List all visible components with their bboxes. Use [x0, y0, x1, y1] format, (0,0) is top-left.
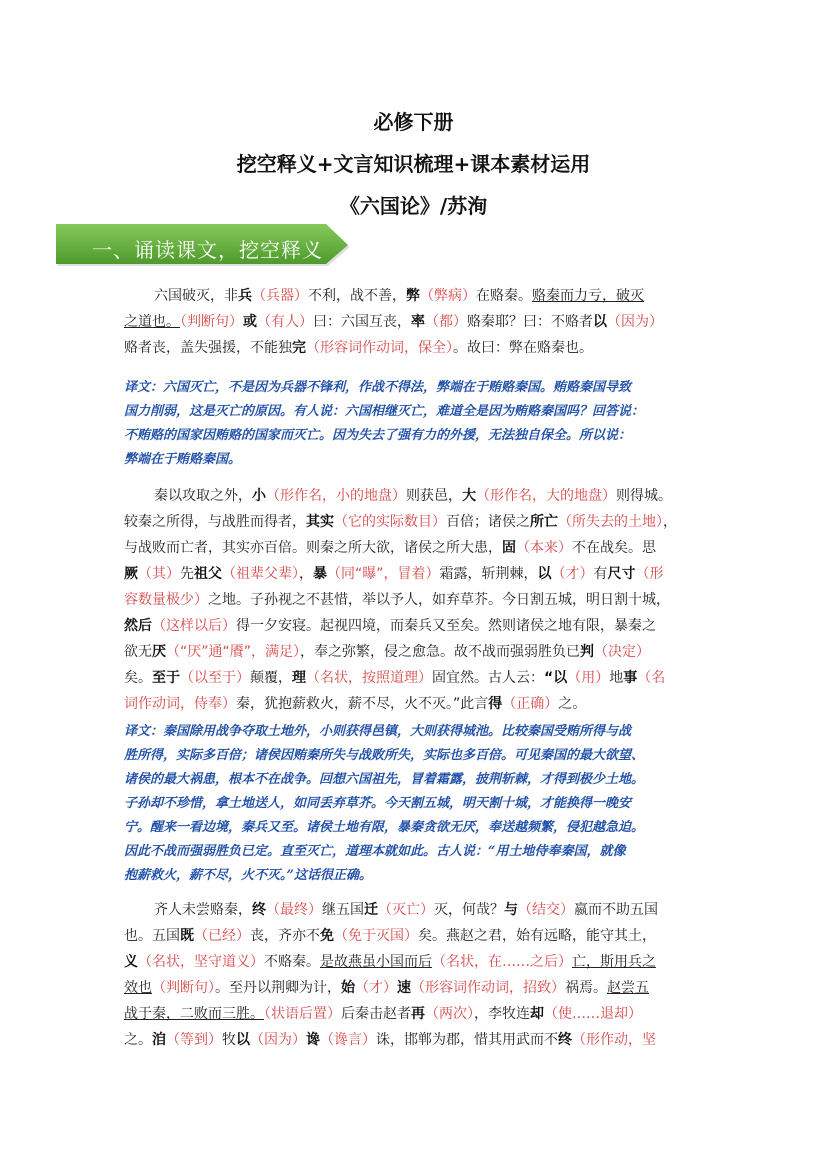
annotation-note: （结交）: [518, 902, 574, 918]
text-line: [124, 338, 593, 358]
annotation-note: （因为）: [607, 314, 663, 330]
text-line: [124, 538, 656, 558]
annotation-note: （才）: [355, 980, 397, 996]
text-segment: 与战败而亡者，其实亦百倍。则秦之所大欲，诸侯之所大患，: [124, 540, 502, 556]
text-segment: 有: [593, 566, 608, 582]
text-line: [124, 564, 664, 584]
key-word: 弊: [406, 288, 420, 304]
key-word: 谗: [306, 1032, 320, 1048]
key-word: 祖父: [194, 566, 222, 582]
key-word: 以: [537, 566, 552, 582]
annotation-note: （形: [635, 566, 664, 582]
text-segment: 矣。燕赵之君，始有远略，能守其土，: [418, 928, 656, 944]
annotation-note: （其）: [138, 566, 180, 582]
book-volume-title: 必修下册: [373, 110, 454, 134]
annotation-note: 词作动词，侍奉）: [124, 696, 236, 712]
annotation-note: （名: [637, 670, 666, 686]
text-segment: 赵尝五: [607, 980, 649, 996]
text-segment: 战于秦，二败而三胜。: [124, 1006, 264, 1022]
key-word: 大: [462, 488, 476, 504]
annotation-note: （有人）: [257, 314, 313, 330]
translation-line: 胜所得，实际多百倍；诸侯因贿秦所失与战败所失，实际也多百倍。可见秦国的最大欲望、: [124, 748, 645, 763]
translation-line: 子孙却不珍惜，拿土地送人，如同丢弃草芥。今天割五城，明天割十城，才能换得一晚安: [124, 796, 632, 811]
translation-line: 宁。醒来一看边境，秦兵又至。诸侯土地有限，暴秦贪欲无厌，奉送越频繁，侵犯越急迫。: [124, 820, 645, 835]
annotation-note: （都）: [425, 314, 467, 330]
annotation-note: （弊病）: [420, 288, 476, 304]
text-segment: 不赂秦。: [264, 954, 320, 970]
text-segment: 牧: [222, 1032, 236, 1048]
text-segment: 之道也。: [124, 314, 180, 330]
key-word: 终: [252, 902, 266, 918]
text-segment: 之。: [558, 696, 587, 712]
key-word: 至于: [152, 670, 180, 686]
text-segment: 继五国: [322, 902, 364, 918]
text-line: [124, 926, 656, 946]
text-line: [124, 590, 670, 610]
text-segment: 先: [180, 566, 194, 582]
text-line: [124, 512, 677, 532]
annotation-note: （祖辈父辈）: [222, 566, 299, 582]
text-segment: 则获邑，: [406, 488, 462, 504]
text-segment: 较秦之所得，与战胜而得者，: [124, 514, 306, 530]
text-segment: 秦以攻取之外，: [154, 488, 252, 504]
annotation-note: （判断句）: [180, 314, 243, 330]
key-word: 固: [502, 540, 516, 556]
translation-line: 因此不战而强弱胜负已定。直至灭亡，道理本就如此。古人说：“用土地侍奉秦国，就像: [124, 844, 626, 859]
key-word: 厌: [152, 644, 166, 660]
key-word: 所亡: [530, 514, 558, 530]
text-line: [154, 286, 644, 306]
annotation-note: （同“曝”，冒着）: [327, 566, 440, 582]
annotation-note: （决定）: [594, 644, 651, 660]
annotation-note: （名状，在……之后）: [432, 954, 572, 970]
annotation-note: （形作名，小的地盘）: [266, 488, 406, 504]
key-word: 以: [236, 1032, 250, 1048]
key-word: 厥: [124, 566, 138, 582]
text-line: [124, 952, 656, 972]
text-segment: 效也: [124, 980, 152, 996]
text-segment: 之地。子孙视之不甚惜，举以予人，如弃草芥。今日割五城，明日割十城，: [208, 592, 670, 608]
annotation-note: （正确）: [502, 696, 559, 712]
text-segment: ，: [663, 514, 677, 530]
key-word: 速: [397, 980, 411, 996]
text-segment: 百倍；诸侯之: [446, 514, 530, 530]
annotation-note: （判断句）: [152, 980, 215, 996]
text-segment: 则得城。: [616, 488, 672, 504]
section-banner: [56, 224, 352, 270]
text-segment: 祸焉。: [565, 980, 607, 996]
annotation-note: （等到）: [166, 1032, 222, 1048]
text-segment: 。至丹以荆卿为计，: [215, 980, 341, 996]
annotation-note: （两次）: [425, 1006, 474, 1022]
text-segment: 霜露，斩荆棘，: [439, 566, 538, 582]
annotation-note: （“厌”通“餍”，满足）: [166, 644, 301, 660]
text-segment: 齐人未尝赂秦，: [154, 902, 252, 918]
annotation-note: （最终）: [266, 902, 322, 918]
key-word: 以: [593, 314, 607, 330]
key-word: 判: [580, 644, 595, 660]
document-subtitle: 挖空释义+文言知识梳理+课本素材运用: [236, 152, 591, 176]
key-word: 得: [488, 696, 503, 712]
key-word: 兵: [238, 288, 252, 304]
key-word: 尺寸: [607, 566, 636, 582]
key-word: 小: [252, 488, 266, 504]
text-segment: 诛，邯郸为郡，惜其用武而不: [376, 1032, 558, 1048]
text-line: [154, 900, 658, 920]
text-segment: ，奉之弥繁，侵之愈急。故不战而强弱胜负已: [300, 644, 581, 660]
key-word: 迁: [364, 902, 378, 918]
annotation-note: （灭亡）: [378, 902, 434, 918]
text-line: [124, 694, 586, 714]
text-segment: 矣。: [124, 670, 152, 686]
key-word: 始: [341, 980, 355, 996]
translation-line: 抱薪救火，薪不尽，火不灭。”这话很正确。: [124, 868, 372, 883]
annotation-note: （以至于）: [180, 670, 250, 686]
text-segment: 之。: [124, 1032, 152, 1048]
text-segment: 也。五国: [124, 928, 180, 944]
text-segment: 丧，齐亦不: [250, 928, 320, 944]
text-line: [124, 616, 656, 636]
annotation-note: （这样以后）: [152, 618, 236, 634]
annotation-note: （所失去的土地）: [558, 514, 663, 530]
key-word: 洎: [152, 1032, 166, 1048]
key-word: 义: [124, 954, 138, 970]
text-segment: 后秦击赵者: [341, 1006, 411, 1022]
annotation-note: （使……退却）: [544, 1006, 642, 1022]
key-word: 理: [292, 670, 306, 686]
key-word: 免: [320, 928, 334, 944]
text-segment: 嬴而不助五国: [574, 902, 658, 918]
annotation-note: （名状，坚守道义）: [138, 954, 264, 970]
text-segment: 是故燕虽小国而后: [320, 954, 432, 970]
key-word: 既: [180, 928, 194, 944]
annotation-note: （形作动，坚: [572, 1032, 656, 1048]
text-segment: ，李牧连: [474, 1006, 530, 1022]
annotation-note: （因为）: [250, 1032, 306, 1048]
text-segment: 欲无: [124, 644, 152, 660]
translation-line: 不贿赂的国家因贿赂的国家而灭亡。因为失去了强有力的外援，无法独自保全。所以说：: [124, 428, 632, 443]
text-line: [124, 312, 663, 332]
text-segment: 在赂秦。: [476, 288, 532, 304]
lesson-title: 《六国论》/苏洵: [339, 194, 488, 218]
key-word: 事: [623, 670, 638, 686]
section-title: 一、诵读课文，挖空释义: [92, 238, 323, 262]
text-line: [124, 1030, 656, 1050]
text-segment: 固宜然。古人云：: [432, 670, 544, 686]
annotation-note: （形作名，大的地盘）: [476, 488, 616, 504]
text-segment: 不在战矣。思: [572, 540, 656, 556]
key-word: 然后: [124, 618, 152, 634]
key-word: 完: [292, 340, 306, 356]
key-word: 或: [243, 314, 257, 330]
translation-line: 译文：六国灭亡，不是因为兵器不锋利，作战不得法，弊端在于贿赂秦国。贿赂秦国导致: [124, 380, 632, 395]
annotation-note: （兵器）: [252, 288, 308, 304]
text-segment: 亡，斯用兵之: [572, 954, 656, 970]
key-word: “以: [544, 670, 568, 686]
text-line: [154, 486, 672, 506]
annotation-note: （谗言）: [320, 1032, 376, 1048]
text-line: [124, 978, 649, 998]
annotation-note: （已经）: [194, 928, 250, 944]
translation-line: 国力削弱，这是灭亡的原因。有人说：六国相继灭亡，难道全是因为贿赂秦国吗？回答说：: [124, 404, 645, 419]
text-segment: 得一夕安寝。起视四境，而秦兵又至矣。然则诸侯之地有限，暴秦之: [236, 618, 656, 634]
text-segment: 不利，战不善，: [308, 288, 406, 304]
annotation-note: （状语后置）: [264, 1006, 341, 1022]
key-word: 率: [411, 314, 425, 330]
text-segment: 。故曰：弊在赂秦也。: [453, 340, 593, 356]
text-segment: 地: [609, 670, 624, 686]
annotation-note: （本来）: [516, 540, 572, 556]
text-segment: 赂秦而力亏，破灭: [532, 288, 644, 304]
annotation-note: （它的实际数目）: [334, 514, 446, 530]
text-segment: 灭，何哉？: [434, 902, 504, 918]
text-segment: 秦，犹抱薪救火，薪不尽，火不灭。”此言: [236, 696, 489, 712]
key-word: 其实: [306, 514, 334, 530]
text-line: [124, 642, 650, 662]
annotation-note: （用）: [567, 670, 610, 686]
text-segment: 赂者丧，盖失强援，不能独: [124, 340, 292, 356]
annotation-note: （形容词作动词，保全）: [306, 340, 453, 356]
text-line: [124, 668, 665, 688]
annotation-note: （名状，按照道理）: [306, 670, 432, 686]
annotation-note: （免于灭国）: [334, 928, 418, 944]
annotation-note: 容数量极少）: [124, 592, 208, 608]
annotation-note: （形容词作动词，招致）: [411, 980, 565, 996]
text-segment: 曰：六国互丧，: [313, 314, 411, 330]
key-word: 再: [411, 1006, 425, 1022]
key-word: 与: [504, 902, 518, 918]
key-word: 却: [530, 1006, 544, 1022]
text-segment: 赂秦耶？曰：不赂者: [467, 314, 593, 330]
text-segment: 颠覆，: [250, 670, 292, 686]
text-segment: 六国破灭，非: [154, 288, 238, 304]
translation-line: 弊端在于贿赂秦国。: [124, 452, 242, 467]
text-segment: ，: [299, 566, 313, 582]
key-word: 终: [558, 1032, 572, 1048]
translation-line: 译文：秦国除用战争夺取土地外，小则获得邑镇，大则获得城池。比较秦国受贿所得与战: [124, 724, 632, 739]
translation-line: 诸侯的最大祸患，根本不在战争。回想六国祖先，冒着霜露，披荆斩棘，才得到极少土地。: [124, 772, 645, 787]
key-word: 暴: [313, 566, 327, 582]
annotation-note: （才）: [551, 566, 594, 582]
text-line: [124, 1004, 642, 1024]
